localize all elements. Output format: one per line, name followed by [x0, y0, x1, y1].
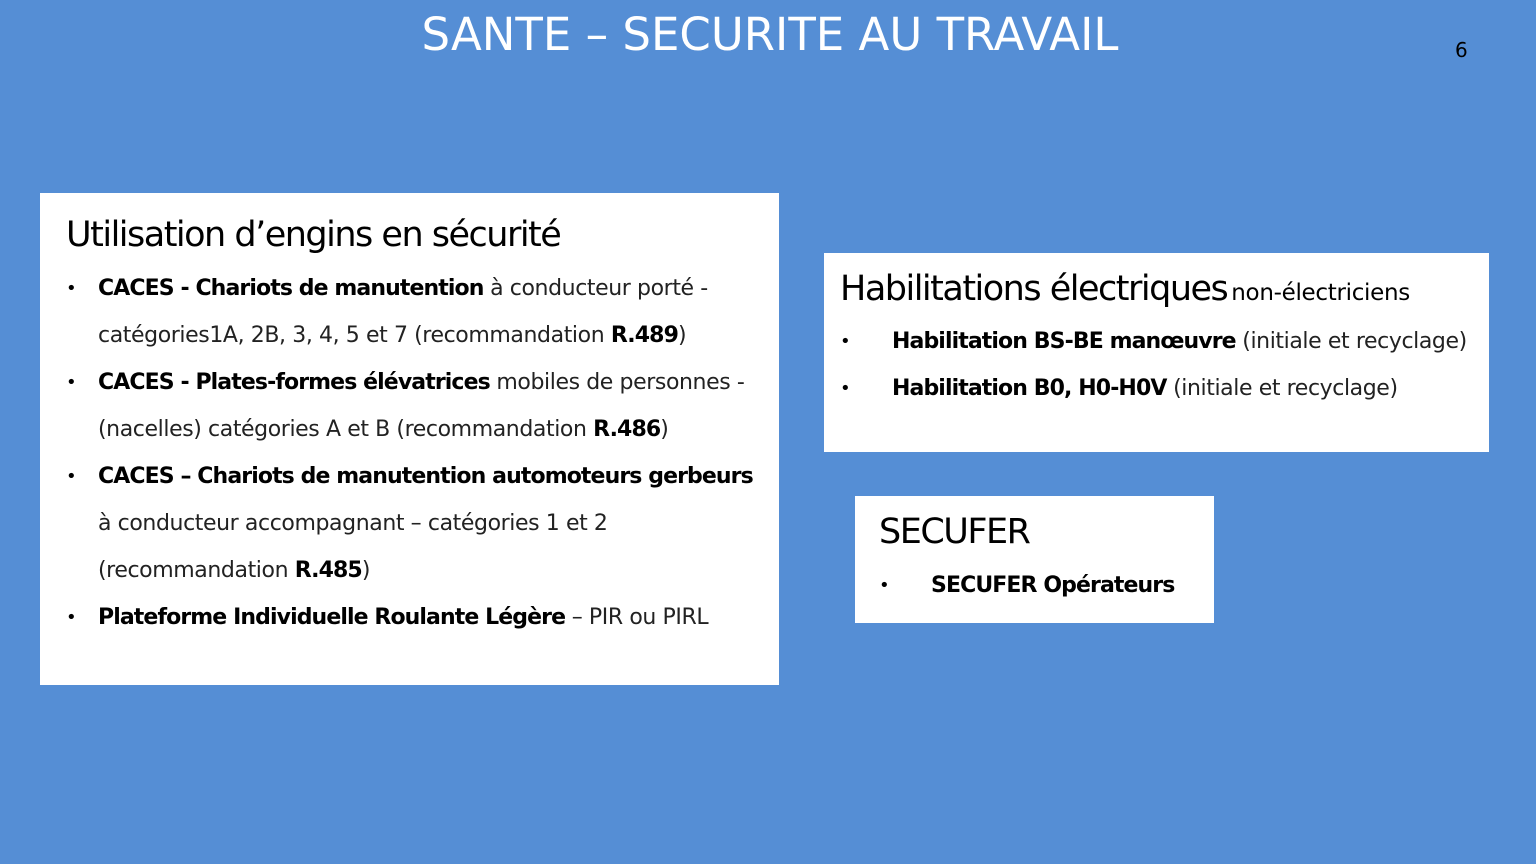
- bullet-icon: •: [66, 278, 77, 299]
- list-item: [840, 365, 1467, 412]
- secufer-title: SECUFER: [879, 512, 1030, 552]
- item-bold: Habilitation B0, H0-H0V: [892, 376, 1167, 401]
- slide-title: SANTE – SECURITE AU TRAVAIL: [421, 8, 1119, 61]
- item-text: catégories1A, 2B, 3, 4, 5 et 7 (recommandation: [98, 323, 611, 348]
- habilitations-subtitle: non-électriciens: [1231, 280, 1410, 306]
- item-text: (recommandation: [98, 558, 295, 583]
- list-item: [840, 318, 1467, 365]
- item-text-after: ): [660, 417, 669, 442]
- item-text: à conducteur porté -: [483, 276, 708, 301]
- list-item: [66, 594, 753, 641]
- list-item: [66, 453, 753, 500]
- list-item-continuation: [66, 547, 753, 594]
- item-text: mobiles de personnes -: [489, 370, 745, 395]
- item-bold: CACES - Chariots de manutention: [98, 276, 484, 301]
- item-bold: Habilitation BS-BE manœuvre: [892, 329, 1236, 354]
- list-item: [879, 562, 1174, 609]
- page-number: 6: [1455, 38, 1468, 62]
- item-bold: CACES - Plates-formes élévatrices: [98, 370, 490, 395]
- bullet-icon: •: [66, 607, 77, 628]
- habilitations-title: [840, 269, 1410, 309]
- bullet-icon: •: [840, 331, 851, 352]
- item-text: – PIR ou PIRL: [565, 605, 709, 630]
- bullet-icon: •: [879, 575, 890, 596]
- item-text-after: ): [361, 558, 371, 583]
- item-bold: SECUFER Opérateurs: [931, 573, 1175, 598]
- item-text: (nacelles) catégories A et B (recommandation: [98, 417, 594, 442]
- item-text-after: ): [677, 323, 687, 348]
- list-item-continuation: [66, 406, 753, 453]
- engins-list: [66, 265, 753, 641]
- item-text: (initiale et recyclage): [1166, 376, 1398, 401]
- item-bold: R.489: [610, 323, 678, 348]
- engins-box: [40, 193, 779, 685]
- habilitations-box: [824, 253, 1489, 452]
- engins-title: Utilisation d’engins en sécurité: [66, 215, 561, 255]
- secufer-box: [855, 496, 1214, 623]
- habilitations-title-text: Habilitations électriques: [840, 269, 1228, 309]
- item-bold: R.485: [294, 558, 362, 583]
- bullet-icon: •: [840, 378, 851, 399]
- item-bold: CACES – Chariots de manutention automoteurs gerbeurs: [98, 464, 753, 489]
- list-item: [66, 265, 753, 312]
- list-item-continuation: [66, 312, 753, 359]
- item-bold: R.486: [593, 417, 661, 442]
- list-item: [66, 359, 753, 406]
- list-item-continuation: [66, 500, 753, 547]
- item-bold: Plateforme Individuelle Roulante Légère: [98, 605, 566, 630]
- item-text: à conducteur accompagnant – catégories 1 et 2: [98, 511, 608, 536]
- secufer-list: [879, 562, 1174, 609]
- habilitations-list: [840, 318, 1467, 412]
- bullet-icon: •: [66, 372, 77, 393]
- bullet-icon: •: [66, 466, 77, 487]
- item-text: (initiale et recyclage): [1235, 329, 1467, 354]
